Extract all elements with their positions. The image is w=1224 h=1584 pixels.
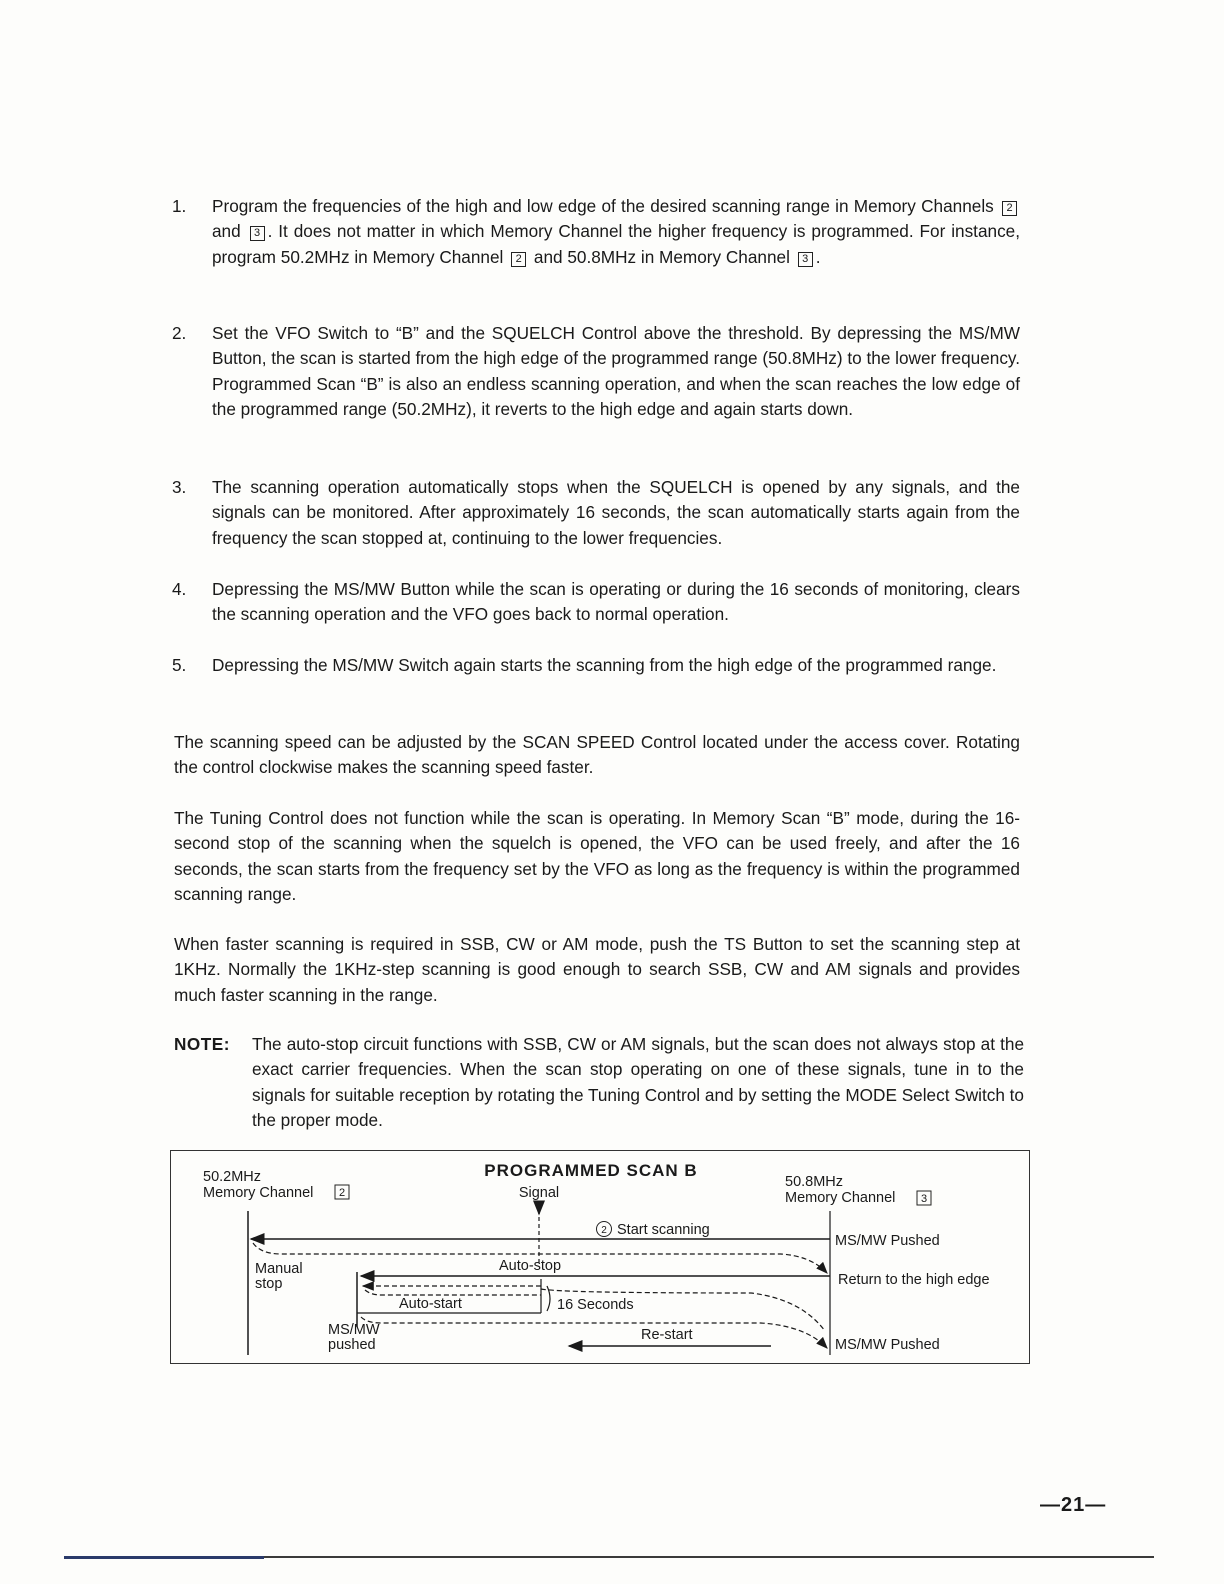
list-item-2 — [172, 321, 1020, 423]
ms-mw-pushed-1: MS/MW Pushed — [835, 1233, 940, 1249]
note-block — [174, 1032, 1024, 1134]
channel-box: 3 — [250, 226, 265, 241]
programmed-scan-diagram — [170, 1150, 1030, 1364]
high-channel-label: Memory Channel — [785, 1190, 896, 1206]
list-item-5 — [172, 653, 1020, 678]
restart-label: Re-start — [641, 1327, 693, 1343]
channel-box: 2 — [511, 252, 526, 267]
low-channel-label: Memory Channel — [203, 1185, 314, 1201]
lower-return-curve — [361, 1317, 827, 1348]
bottom-rule — [64, 1556, 1154, 1558]
auto-start-label: Auto-start — [399, 1296, 462, 1312]
low-channel-num: 2 — [338, 1187, 346, 1199]
manual-label: Manual — [255, 1261, 303, 1277]
ms-mw-label: MS/MW — [328, 1322, 380, 1338]
item-number: 5. — [172, 655, 187, 675]
pushed-label: pushed — [328, 1337, 376, 1353]
diagram-title: PROGRAMMED SCAN B — [484, 1161, 698, 1180]
channel-box: 2 — [1002, 201, 1017, 216]
item-number: 2. — [172, 323, 187, 343]
signal-label: Signal — [518, 1185, 560, 1201]
item-text: Set the VFO Switch to “B” and the SQUELCH Control above the threshold. By depressing the MS/MW Button, the scan is started from the high edge of the programmed range (50.8MHz) to the lower frequency. Programmed Scan “B” is also an endless scanning operation, and when the scan reaches the low edge of the programmed range (50.2MHz), it reverts to the high edge and again starts down. — [212, 323, 1020, 420]
list-item-1 — [172, 194, 1020, 270]
ms-mw-pushed-2: MS/MW Pushed — [835, 1337, 940, 1353]
item-number: 1. — [172, 196, 187, 216]
stop-label: stop — [255, 1276, 283, 1292]
item-text: Depressing the MS/MW Switch again starts the scanning from the high edge of the programmed range. — [212, 655, 997, 675]
sixteen-seconds-label: 16 Seconds — [557, 1297, 634, 1313]
note-text: The auto-stop circuit functions with SSB, CW or AM signals, but the scan does not always stop at the exact carrier frequencies. When the scan stop operating on one of these signals, tune in to the signals for suitable reception by rotating the Tuning Control and by setting the MODE Select Switch to the proper mode. — [252, 1034, 1024, 1131]
note-label: NOTE: — [174, 1034, 230, 1054]
paragraph-tuning-control: The Tuning Control does not function while the scan is operating. In Memory Scan “B” mode, during the 16-second stop of the scanning when the squelch is opened, the VFO can be used freely, and after the 16 seconds, the scan starts from the frequency set by the VFO as long as the frequency is within the programmed scanning range. — [174, 808, 1020, 905]
start-num: 2 — [601, 1225, 607, 1236]
item-text: Depressing the MS/MW Button while the scan is operating or during the 16 seconds of monitoring, clears the scanning operation and the VFO goes back to normal operation. — [212, 579, 1020, 625]
bottom-rule-accent — [64, 1556, 264, 1559]
item-number: 3. — [172, 477, 187, 497]
dashed-loop-line — [365, 1290, 541, 1295]
diagram-svg — [171, 1151, 1031, 1365]
paragraph-faster-scanning: When faster scanning is required in SSB, CW or AM mode, push the TS Button to set the scanning step at 1KHz. Normally the 1KHz-step scanning is good enough to search SSB, CW and AM signals and provides much faster scanning in the range. — [174, 934, 1020, 1005]
list-item-3 — [172, 475, 1020, 551]
channel-box: 3 — [798, 252, 813, 267]
item-text: The scanning operation automatically stops when the SQUELCH is opened by any signals, and the signals can be monitored. After approximately 16 seconds, the scan automatically starts again from the frequency the scan stopped at, continuing to the lower frequencies. — [212, 477, 1020, 548]
paragraph-scan-speed: The scanning speed can be adjusted by the SCAN SPEED Control located under the access cover. Rotating the control clockwise makes the scanning speed faster. — [174, 732, 1020, 778]
item-text: Program the frequencies of the high and low edge of the desired scanning range in Memory Channels 2 and 3 . It does not matter in which Memory Channel the higher frequency is programmed. For instance, program 50.2MHz in Memory Channel 2 and 50.8MHz in Memory Channel 3 . — [212, 196, 1020, 267]
page-number: —21— — [1040, 1494, 1107, 1516]
high-freq-label: 50.8MHz — [785, 1174, 844, 1190]
list-item-4 — [172, 577, 1020, 628]
return-high-label: Return to the high edge — [838, 1272, 990, 1288]
low-freq-label: 50.2MHz — [203, 1169, 262, 1185]
start-scanning-label: Start scanning — [617, 1222, 710, 1238]
item-number: 4. — [172, 579, 187, 599]
high-channel-num: 3 — [920, 1193, 928, 1205]
auto-stop-label: Auto-stop — [499, 1258, 562, 1274]
